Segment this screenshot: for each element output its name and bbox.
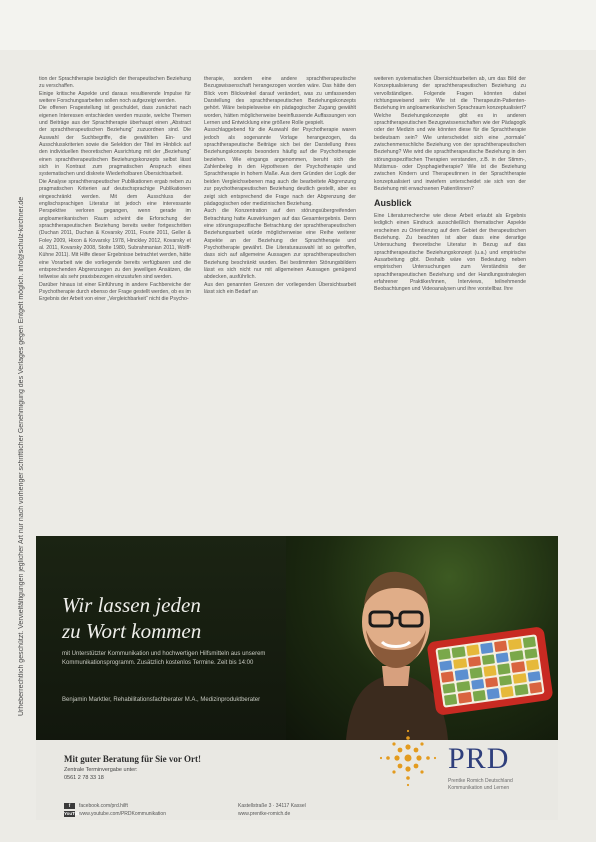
prd-burst-icon — [378, 728, 438, 788]
paragraph: Ausschlaggebend für die Auswahl der Psychotherapie waren jedoch als sogenannte Vorlage herangezogen, da sprachtherapeutische Beiträge sich bei der Darstellung ihres Beziehungskonzepts besonders häufig auf die Psychotherapie beziehen. Wie eingangs angenommen, beruht sich die Zahlenbeleg in den Hypothesen der Psychotherapie und Sprachtherapie in hohem Maße. Aus dem Gründen der Logik der beiden Vergleichsebenen mag auch die bearbeitete Abgrenzung zur psychotherapeutischen Beziehung deutlich gestellt, aber es zeigt sich entsprechend die Frage nach der Abgrenzung der pädagogischen oder medizinischen Beziehung. — [204, 127, 356, 207]
prd-tagline-1: Prentke Romich Deutschland — [448, 778, 513, 784]
paragraph: Eine Literaturrecherche wie diese Arbeit erlaubt als Ergebnis lediglich einen Eindruck ausschließlich thematischer Aspekte erscheinen zu Orientierung auf dem Gebiet der therapeutischen Beziehung. Zu beachten ist aber dass eine derartige Untersuchung theoretische Literatur in Bezug auf das sprachtherapeutische Beziehungskonzept (u.a.) und empirische Ausarbeitung gibt. Deshalb wäre von Bedeutung neben empirischen Untersuchungen zum Verständnis der sprachtherapeutischen Beziehung und der Handlungsstrategien erfahrener Praktiker/innen, Interviews, teilnehmende Beobachtungen und Videoanalysen und ihre vorstellbar. Ihre — [374, 212, 526, 293]
paragraph: therapie, sondern eine andere sprachtherapeutische Bezugswissenschaft herangezogen worden wäre. Das hätte den Blick vom Blickwinkel darauf verändert, was zu umfassenden Darstellung des sprachtherapeutischen Beziehungskonzepts gehört. Wäre beispielsweise ein pädagogischer Zugang gewählt worden, hätten möglicherweise beeinflussende Auffassungen von Lernen und Entwicklung eine größere Rolle gespielt. — [204, 76, 356, 127]
paragraph: Aus den genannten Grenzen der vorliegenden Übersichtsarbeit lässt sich ein Bedarf an — [204, 281, 356, 295]
text-column-3 — [374, 76, 526, 294]
paragraph: Darüber hinaus ist einer Einführung in andere Fachbereiche der Psychotherapie durch ebenso der Frage gestellt werden, ob es im Ergebnis der Arbeit von einer „Vergleichbarkeit“ nicht die Psycho- — [39, 281, 191, 303]
footer-title: Mit guter Beratung für Sie vor Ort! — [64, 754, 201, 764]
ad-headline-line-1: Wir lassen jeden — [62, 593, 201, 617]
page-top-band — [0, 0, 596, 50]
footer-address-block — [238, 802, 306, 818]
advertisement — [36, 536, 558, 740]
copyright-side-note — [18, 76, 30, 716]
paragraph: Einige kritische Aspekte und daraus resultierende Impulse für weitere Forschungsarbeiten sollen noch aufgezeigt werden. — [39, 90, 191, 105]
text-column-2 — [204, 76, 356, 296]
social-links — [64, 802, 166, 818]
text-column-1 — [39, 76, 191, 304]
ad-body-text: mit Unterstützter Kommunikation und hochwertigen Hilfsmitteln aus unserem Kommunikationsprogramm. Zusätzlich kostenlos Termine. Zeit bis 14:00 — [62, 651, 266, 666]
ad-signature: Benjamin Marktler, Rehabilitationsfachberater M.A., Medizinproduktberater — [62, 697, 261, 703]
tablet-screen — [435, 634, 544, 708]
youtube-icon: YouTube — [64, 811, 83, 816]
section-heading-ausblick: Ausblick — [374, 197, 412, 208]
prd-logo: PRD — [448, 742, 510, 775]
paragraph: Auch die Konzentration auf den störungsübergreifenden Betrachtung hatte Auswirkungen auf das Gesamtergebnis. Denn eine störungsspezifische Betrachtung der sprachtherapeutischen Beziehungsarbeit würde möglicherweise eine Reihe weiterer Aspekte an der Beziehung der Sprachtherapie und Psychotherapie gewährt. Die Literaturauswahl ist so getroffen, dass sich auf allgemeine Aussagen zur sprachtherapeutischen Beziehung beschränkt wurden. Bei bestimmten Störungsbildern lässt es sich nicht nur mit allgemeinen Aussagen genügend abdecken, ausführlich. — [204, 208, 356, 281]
facebook-url[interactable]: facebook.com/prd.hilft — [79, 803, 128, 809]
prd-tagline-2: Kommunikation und Lernen — [448, 785, 510, 791]
facebook-link[interactable] — [64, 802, 166, 810]
paragraph: weiteren systematischen Übersichtsarbeiten ab, um das Bild der Konzeptualisierung der sprachtherapeutischen Beziehung zu vervollständigen. Folgende Fragen könnten dabei richtungsweisend sein: Wie ist die Therapeutin-Patienten-Beziehung im angloamerikanischen Sprachraum konzeptualisiert? Welche Beziehungskonzepte gibt es in anderen sprachtherapeutischen Bezugswissenschaften wie der Pädagogik oder der Medizin und wie könnten diese für die Sprachtherapie bedeutsam sein? Wie unterscheidet sich eine „normale“ zwischenmenschliche Beziehung von der sprachtherapeutischen Beziehung? Wie wird die sprachtherapeutische Beziehung in den störungsspezifischen Therapien verstanden, z.B. in der Stimm-, Mutismus- oder Dysphagietherapie? Wie ist die Beziehung zwischen Kindern und Therapeutinnen in der Sprachtherapie konzeptualisiert und inwiefern unterscheidet sie sich von der Beziehung mit erwachsenen Patient/innen? — [374, 76, 526, 193]
youtube-url[interactable]: www.youtube.com/PRDKommunikation — [79, 811, 166, 817]
copyright-text: Urheberrechtlich geschützt. Vervielfältigungen jeglicher Art nur nach vorheriger schriftlicher Genehmigung des Verlages gegen Entgelt möglich. info@schulz-kirchner.de — [18, 196, 25, 716]
ad-headline-line-2: zu Wort kommen — [62, 619, 202, 643]
facebook-icon: f — [64, 803, 75, 809]
footer-phone[interactable]: 0561 2 78 33 18 — [64, 775, 104, 781]
paragraph: Die Analyse sprachtherapeutischer Publikationen ergab neben zu pragmatischen Kriterien auf deutschsprachige Publikationen eingeschränkt werden. Mit dem Ausschluss der englischsprachigen Literatur ist jedoch eine interessante Perspektive verloren gegangen, wenn gerade im angloamerikanischen Raum scheint die Erforschung der sprachtherapeutischen Beziehung bereits weiter fortgeschritten (Duchan 2011, Duchan & Kovarsky 2011, Fourie 2011, Geller & Foley 2009, Hixon & Kovarsky 1978, Hinckley 2012, Kovarsky et al. 2011, Kovarsky 2008, Stolte 1980, Subrahmanian 2011, Wolff-Kühne 2011). Mit Hilfe dieser Ergebnisse betrachtet werden, hätte eine Vorarbeit wie die vorliegende bereits verfügbaren und die entsprechenden Abgrenzungen zu den jeweiligen Ansätzen, die teilweise als sehr praxisbezogen einzustufen sind werden. — [39, 178, 191, 281]
youtube-link[interactable] — [64, 810, 166, 818]
paragraph: tion der Sprachtherapie bezüglich der therapeutischen Beziehung zu verschaffen. — [39, 76, 191, 90]
footer-website[interactable]: www.prentke-romich.de — [238, 811, 291, 817]
footer-address: Kastellstraße 3 · 34117 Kassel — [238, 803, 306, 809]
ad-footer — [36, 740, 558, 820]
paragraph: Die offenen Fragestellung ist geschuldet, dass zunächst nach eigenen Interessen entschieden werden musste, welche Themen und Beiträge aus der Sprachtherapie überhaupt einen „Abstract der sprachtherapeutischen Beziehung“ zuzuordnen sind. Die Auswahl der Suchbegriffe, die gewählten Ein- und Ausschlusskriterien sowie die Selektion der Titel im Hinblick auf den individuellen theoretischen Ausrichtung mit der „Beziehung“ einen sprachtherapeutischen Beziehungskonzepts selbst lässt sich in Kontrast zum pragmatischen Anspruch eines systematischen und diskrete Wiederholbaren Übersichtsarbeit. — [39, 105, 191, 178]
footer-subtitle: Zentrale Terminvergabe unter: — [64, 767, 138, 773]
ad-headline — [62, 592, 201, 644]
